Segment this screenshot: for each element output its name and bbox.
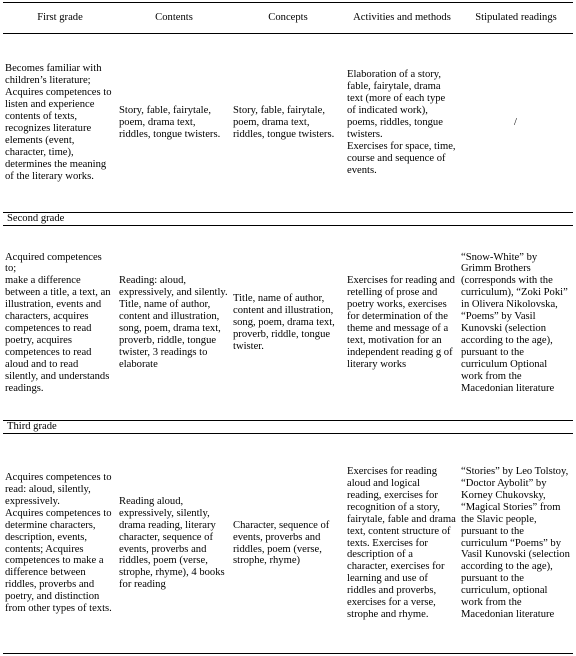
cell-first-grade-contents: Story, fable, fairytale, poem, drama text, riddles, tongue twisters. <box>119 105 221 140</box>
cell-first-grade-concepts: Story, fable, fairytale, poem, drama text, riddles, tongue twisters. <box>233 105 335 140</box>
cell-third-grade-competences: Acquires competences to read: aloud, silently, expressively. Acquires competences to determine characters, description, events, contents; Acquires competences to make a difference between riddles, proverbs and poetry, and distinction from other types of texts. <box>3 434 117 654</box>
cell-first-grade-readings: / <box>514 117 517 129</box>
header-stipulated-readings: Stipulated readings <box>459 3 573 34</box>
cell-second-grade-contents: Reading: aloud, expressively, and silently. Title, name of author, content and illustration, song, poem, drama text, proverb, riddle, tongue twister, 3 readings to elaborate <box>119 275 228 370</box>
header-contents: Contents <box>117 3 231 34</box>
cell-third-grade-contents: Reading aloud, expressively, silently, drama reading, literary character, sequence of events, proverbs and riddles, poem (verse, strophe, rhyme), 4 books for reading <box>117 434 231 654</box>
table-row-third-grade <box>3 434 573 654</box>
cell-second-grade-activities: Exercises for reading and retelling of prose and poetry works, exercises for determination of the theme and message of a text, motivation for an independent reading g of literary works <box>347 275 455 370</box>
grade-label-second: Second grade <box>3 213 573 226</box>
header-concepts: Concepts <box>231 3 345 34</box>
curriculum-table <box>3 2 573 654</box>
cell-third-grade-concepts: Character, sequence of events, proverbs and riddles, poem (verse, strophe, rhyme) <box>231 434 345 654</box>
grade-label-row-second <box>3 213 573 226</box>
cell-second-grade-concepts: Title, name of author, content and illustration, song, poem, drama text, proverb, riddle, tongue twister. <box>233 293 335 352</box>
grade-label-row-third <box>3 421 573 434</box>
cell-third-grade-readings: “Stories” by Leo Tolstoy, “Doctor Aybolit” by Korney Chukovsky, “Magical Stories” from the Slavic people, pursuant to the curriculum “Poems” by Vasil Kunovski (selection according to the age), pursuant to the curriculum, optional work from the Macedonian literature <box>459 434 573 654</box>
cell-first-grade-activities: Elaboration of a story, fable, fairytale, drama text (more of each type of indicated work), poems, riddles, tongue twisters. Exercises for space, time, course and sequence of events. <box>347 69 456 176</box>
header-row <box>3 3 573 34</box>
grade-label-third: Third grade <box>3 421 573 434</box>
cell-second-grade-readings: “Snow-White” by Grimm Brothers (corresponds with the curriculum), “Zoki Poki” in Olivera Nikolovska, “Poems” by Vasil Kunovski (selection according to the age), pursuant to the curriculum Optional work from the Macedonian literature <box>461 251 568 394</box>
cell-third-grade-activities: Exercises for reading aloud and logical reading, exercises for recognition of a story, fairytale, fable and drama text, content structure of texts. Exercises for description of a character, exercises for learning and use of riddles and proverbs, exercises for a verse, strophe and rhyme. <box>345 434 459 654</box>
header-activities-methods: Activities and methods <box>345 3 459 34</box>
table-body <box>3 34 573 654</box>
table-header <box>3 3 573 34</box>
table-row-first-grade <box>3 34 573 213</box>
cell-first-grade-competences: Becomes familiar with children’s literature; Acquires competences to listen and experience contents of texts, recognizes literature elements (event, character, time), determines the meaning of the literary works. <box>5 63 112 182</box>
header-first-grade: First grade <box>3 3 117 34</box>
table-row-second-grade <box>3 226 573 421</box>
cell-second-grade-competences: Acquired competences to; make a difference between a title, a text, an illustration, events and characters, acquires competences to read poetry, acquires competences to read aloud and to read silently, and understands readings. <box>5 251 111 394</box>
